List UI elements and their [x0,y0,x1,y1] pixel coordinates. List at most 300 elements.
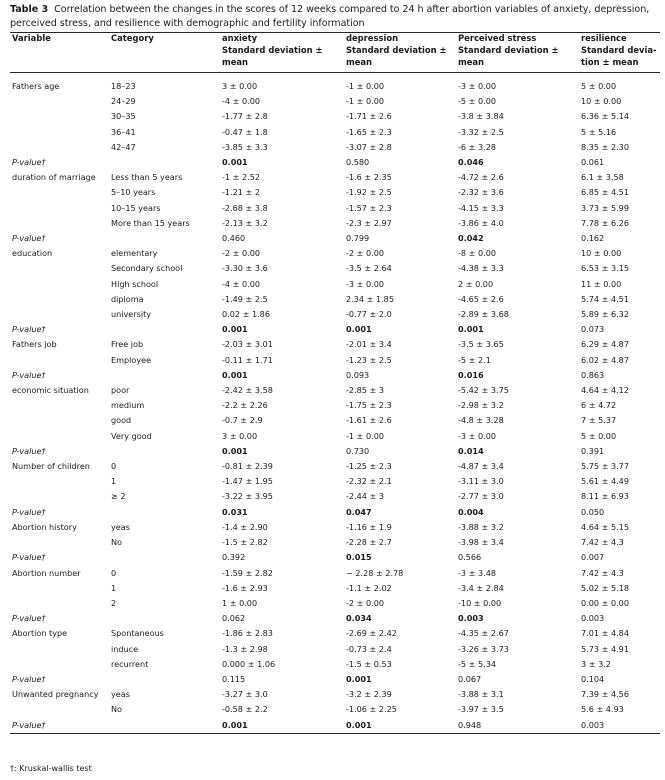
variable-cell [10,261,109,276]
p-value-label: P-value† [12,613,46,624]
resilience-cell: 0.061 [581,157,605,168]
perceived-stress-cell: -5 ± 5.34 [458,658,497,669]
variable-cell [10,353,109,368]
anxiety-cell: -1 ± 2.52 [222,172,261,183]
depression-cell: -3.5 ± 2.64 [346,263,392,274]
resilience-cell: 0.007 [581,552,605,563]
resilience-cell: 5.02 ± 5.18 [581,582,629,593]
variable-cell [10,611,109,626]
table-row [10,246,660,261]
resilience-cell: 8.35 ± 2.30 [581,141,629,152]
variable-cell [10,702,109,717]
depression-cell: -0.77 ± 2.0 [346,309,392,320]
anxiety-cell: -2.42 ± 3.58 [222,385,273,396]
category-cell: Free job [111,339,144,350]
table-row [10,353,660,368]
p-value-row [10,718,660,734]
anxiety-cell: -1.3 ± 2.98 [222,643,268,654]
category-cell: ≥ 2 [111,491,126,502]
resilience-cell: 3 ± 3.2 [581,658,611,669]
anxiety-cell: 0.001 [220,718,344,734]
depression-cell: -1.23 ± 2.5 [346,354,392,365]
category-cell: Very good [111,430,152,441]
depression-cell: 0.034 [346,613,372,624]
perceived-stress-cell: -3 ± 3.48 [458,567,497,578]
perceived-stress-cell: -3.5 ± 3.65 [458,339,504,350]
anxiety-cell: 0.001 [222,157,248,168]
caption-text: Correlation between the changes in the scores of 12 weeks compared to 24 h after abortion variables of anxiety, depression, perceived stress, and resilience with demographic and fertility information [10,4,650,29]
table-header [10,33,660,73]
resilience-cell: 0.863 [581,369,605,380]
variable-cell [10,444,109,459]
perceived-stress-cell: -3.86 ± 4.0 [458,217,504,228]
depression-cell: -3.2 ± 2.39 [346,689,392,700]
variable-cell [10,125,109,140]
table-row [10,170,660,185]
header-depression: depression [344,33,456,46]
category-cell [109,611,220,626]
category-cell: Less than 5 years [111,172,183,183]
anxiety-cell: -1.49 ± 2.5 [222,293,268,304]
resilience-cell: 5 ± 5.16 [581,126,617,137]
table-row [10,702,660,717]
variable-cell [10,277,109,292]
perceived-stress-cell: -6 ± 3.28 [458,141,497,152]
resilience-cell: 7.39 ± 4.56 [581,689,629,700]
perceived-stress-cell: -3.8 ± 3.84 [458,111,504,122]
category-cell: 2 [111,597,117,608]
header-anxiety: anxiety [220,33,344,46]
depression-cell: − 2.28 ± 2.78 [346,567,404,578]
category-cell: induce [111,643,139,654]
category-cell: 36–41 [111,126,136,137]
depression-cell: -3 ± 0.00 [346,278,385,289]
anxiety-cell: 0.062 [222,613,246,624]
depression-cell: -1.16 ± 1.9 [346,521,392,532]
resilience-cell: 7 ± 5.37 [581,415,617,426]
category-cell: university [111,309,152,320]
depression-cell: -2.3 ± 2.97 [346,217,392,228]
perceived-stress-cell: -4.8 ± 3.28 [458,415,504,426]
variable-cell [10,231,109,246]
subheader-variable [10,45,109,73]
variable-cell: Abortion number [12,567,81,578]
perceived-stress-cell: 0.566 [458,552,482,563]
resilience-cell: 7.42 ± 4.3 [581,537,624,548]
resilience-cell: 7.78 ± 6.26 [581,217,629,228]
variable-cell: Abortion type [12,628,68,639]
resilience-cell: 7.01 ± 4.84 [581,628,629,639]
table-row [10,94,660,109]
perceived-stress-cell: -3.11 ± 3.0 [458,476,504,487]
variable-cell [10,368,109,383]
resilience-cell: 6 ± 4.72 [581,400,617,411]
p-value-row [10,505,660,520]
subheader-anxiety: Standard deviation ± mean [220,45,344,73]
resilience-cell: 11 ± 0.00 [581,278,622,289]
category-cell: 24–29 [111,96,136,107]
p-value-row [10,611,660,626]
table-row [10,398,660,413]
category-cell: Secondary school [111,263,183,274]
depression-cell: -2.69 ± 2.42 [346,628,397,639]
anxiety-cell: 3 ± 0.00 [222,81,258,91]
perceived-stress-cell: -4.15 ± 3.3 [458,202,504,213]
category-cell: poor [111,385,130,396]
category-cell: 1 [111,476,117,487]
anxiety-cell: -1.4 ± 2.90 [222,521,268,532]
perceived-stress-cell: 0.042 [458,233,484,244]
variable-cell [10,185,109,200]
depression-cell: -1.25 ± 2.3 [346,461,392,472]
perceived-stress-cell: 0.001 [458,324,484,335]
depression-cell: -1.75 ± 2.3 [346,400,392,411]
variable-cell [10,307,109,322]
perceived-stress-cell: 0.016 [458,369,484,380]
table-row [10,109,660,124]
anxiety-cell: -2.03 ± 3.01 [222,339,273,350]
category-cell: 42–47 [111,141,136,152]
p-value-row [10,322,660,337]
category-cell: recurrent [111,658,149,669]
resilience-cell: 0.00 ± 0.00 [581,597,629,608]
depression-cell: -2.01 ± 3.4 [346,339,392,350]
table-row [10,642,660,657]
resilience-cell: 5.61 ± 4.49 [581,476,629,487]
table-row [10,413,660,428]
table-row [10,216,660,231]
subheader-resilience: Standard devia-tion ± mean [579,45,660,73]
resilience-cell: 8.11 ± 6.93 [581,491,629,502]
resilience-cell: 5.6 ± 4.93 [581,704,624,715]
anxiety-cell: -2.68 ± 3.8 [222,202,268,213]
anxiety-cell: -1.6 ± 2.93 [222,582,268,593]
category-cell: yeas [111,689,130,700]
p-value-label: P-value† [12,719,46,730]
perceived-stress-cell: -3 ± 0.00 [458,430,497,441]
table-body [10,73,660,734]
variable-cell [10,535,109,550]
resilience-cell: 10 ± 0.00 [581,248,622,259]
resilience-cell: 7.42 ± 4.3 [581,567,624,578]
depression-cell: 0.580 [346,157,370,168]
table-row [10,626,660,641]
p-value-label: P-value† [12,369,46,380]
table-row [10,581,660,596]
variable-cell [10,292,109,307]
category-cell: 5–10 years [111,187,156,198]
p-value-label: P-value† [12,552,46,563]
variable-cell [10,474,109,489]
anxiety-cell: 0.000 ± 1.06 [222,658,276,669]
category-cell: 0 [111,567,117,578]
category-cell [109,550,220,565]
resilience-cell: 0.003 [579,718,660,734]
perceived-stress-cell: 0.948 [456,718,579,734]
table-row [10,459,660,474]
table-row [10,596,660,611]
depression-cell: -1.6 ± 2.35 [346,172,392,183]
variable-cell [10,550,109,565]
anxiety-cell: -0.11 ± 1.71 [222,354,273,365]
variable-cell [10,657,109,672]
variable-cell [10,413,109,428]
anxiety-cell: -0.47 ± 1.8 [222,126,268,137]
depression-cell: -2.28 ± 2.7 [346,537,392,548]
category-cell [109,718,220,734]
anxiety-cell: -1.77 ± 2.8 [222,111,268,122]
variable-cell: economic situation [12,385,89,396]
p-value-row [10,444,660,459]
variable-cell [10,505,109,520]
anxiety-cell: 0.392 [222,552,246,563]
header-variable: Variable [10,33,109,46]
resilience-cell: 3.73 ± 5.99 [581,202,629,213]
resilience-cell: 0.391 [581,445,605,456]
variable-cell [10,429,109,444]
anxiety-cell: -2 ± 0.00 [222,248,261,259]
resilience-cell: 5.75 ± 3.77 [581,461,629,472]
p-value-row [10,155,660,170]
variable-cell [10,216,109,231]
anxiety-cell: -1.5 ± 2.82 [222,537,268,548]
depression-cell: -1 ± 0.00 [346,96,385,107]
resilience-cell: 0.003 [581,613,605,624]
perceived-stress-cell: 2 ± 0.00 [458,278,494,289]
category-cell [109,231,220,246]
depression-cell: -1.65 ± 2.3 [346,126,392,137]
table-row [10,657,660,672]
header-perceived-stress: Perceived stress [456,33,579,46]
p-value-label: P-value† [12,324,46,335]
table-caption [10,3,660,30]
category-cell: yeas [111,521,130,532]
perceived-stress-cell: -8 ± 0.00 [458,248,497,259]
variable-cell [10,718,109,734]
depression-cell: -1.61 ± 2.6 [346,415,392,426]
anxiety-cell: -1.59 ± 2.82 [222,567,273,578]
depression-cell: -1.92 ± 2.5 [346,187,392,198]
resilience-cell: 6.29 ± 4.87 [581,339,629,350]
p-value-row [10,550,660,565]
perceived-stress-cell: -3.26 ± 3.73 [458,643,509,654]
variable-cell: Abortion history [12,521,77,532]
category-cell: 30–35 [111,111,136,122]
table-row [10,687,660,702]
perceived-stress-cell: -3.32 ± 2.5 [458,126,504,137]
category-cell: Spontaneous [111,628,164,639]
variable-cell: Fathers age [12,81,60,91]
resilience-cell: 5.73 ± 4.91 [581,643,629,654]
table-row [10,73,660,95]
variable-cell [10,201,109,216]
category-cell [109,444,220,459]
resilience-cell: 4.64 ± 5.15 [581,521,629,532]
table-row [10,383,660,398]
category-cell [109,322,220,337]
p-value-row [10,672,660,687]
anxiety-cell: 0.115 [222,673,246,684]
variable-cell [10,140,109,155]
anxiety-cell: -1.86 ± 2.83 [222,628,273,639]
category-cell: 1 [111,582,117,593]
variable-cell [10,642,109,657]
perceived-stress-cell: -2.77 ± 3.0 [458,491,504,502]
category-cell: No [111,704,123,715]
variable-cell: Number of children [12,461,90,472]
anxiety-cell: -4 ± 0.00 [222,96,261,107]
depression-cell: -1.1 ± 2.02 [346,582,392,593]
category-cell: medium [111,400,145,411]
perceived-stress-cell: -4.87 ± 3.4 [458,461,504,472]
perceived-stress-cell: -3 ± 0.00 [458,81,497,91]
depression-cell: 2.34 ± 1.85 [346,293,394,304]
depression-cell: -1 ± 0.00 [346,430,385,441]
subheader-depression: Standard deviation ± mean [344,45,456,73]
depression-cell: -3.07 ± 2.8 [346,141,392,152]
perceived-stress-cell: -2.89 ± 3.68 [458,309,509,320]
depression-cell: -1.57 ± 2.3 [346,202,392,213]
variable-cell [10,155,109,170]
anxiety-cell: 0.031 [222,506,248,517]
depression-cell: -2 ± 0.00 [346,248,385,259]
perceived-stress-cell: -2.32 ± 3.6 [458,187,504,198]
table-row [10,566,660,581]
table-row [10,307,660,322]
subheader-perceived-stress: Standard deviation ± mean [456,45,579,73]
category-cell [109,368,220,383]
header-resilience: resilience [579,33,660,46]
variable-cell: Fathers job [12,339,57,350]
perceived-stress-cell: 0.067 [458,673,482,684]
p-value-label: P-value† [12,233,46,244]
category-cell: No [111,537,123,548]
perceived-stress-cell: -4.35 ± 2.67 [458,628,509,639]
category-cell: 18–23 [111,81,136,91]
resilience-cell: 10 ± 0.00 [581,96,622,107]
header-category: Category [109,33,220,46]
resilience-cell: 0.073 [581,324,605,335]
anxiety-cell: -1.47 ± 1.95 [222,476,273,487]
depression-cell: -2.44 ± 3 [346,491,385,502]
anxiety-cell: 0.460 [222,233,246,244]
category-cell [109,505,220,520]
depression-cell: -1.06 ± 2.25 [346,704,397,715]
anxiety-cell: -2.13 ± 3.2 [222,217,268,228]
category-cell: High school [111,278,159,289]
variable-cell [10,581,109,596]
table-row [10,277,660,292]
resilience-cell: 0.104 [581,673,605,684]
depression-cell: -2.85 ± 3 [346,385,385,396]
resilience-cell: 5 ± 0.00 [581,81,617,91]
depression-cell: 0.093 [346,369,370,380]
category-cell: 10–15 years [111,202,161,213]
variable-cell [10,398,109,413]
anxiety-cell: 3 ± 0.00 [222,430,258,441]
perceived-stress-cell: -2.98 ± 3.2 [458,400,504,411]
table-row [10,489,660,504]
category-cell: More than 15 years [111,217,190,228]
depression-cell: -1.5 ± 0.53 [346,658,392,669]
anxiety-cell: 0.001 [222,445,248,456]
perceived-stress-cell: 0.046 [458,157,484,168]
category-cell [109,155,220,170]
variable-cell: Unwanted pregnancy [12,689,99,700]
resilience-cell: 6.02 ± 4.87 [581,354,629,365]
variable-cell [10,672,109,687]
resilience-cell: 0.162 [581,233,605,244]
anxiety-cell: -0.7 ± 2.9 [222,415,263,426]
p-value-label: P-value† [12,445,46,456]
resilience-cell: 0.050 [581,506,605,517]
category-cell: Employee [111,354,152,365]
perceived-stress-cell: -5 ± 2.1 [458,354,491,365]
p-value-label: P-value† [12,157,46,168]
p-value-row [10,231,660,246]
table-row [10,535,660,550]
anxiety-cell: -1.21 ± 2 [222,187,261,198]
resilience-cell: 5.89 ± 6.32 [581,309,629,320]
resilience-cell: 6.1 ± 3.58 [581,172,624,183]
perceived-stress-cell: -3.88 ± 3.2 [458,521,504,532]
anxiety-cell: -0.58 ± 2.2 [222,704,268,715]
table-row [10,337,660,352]
depression-cell: -2.32 ± 2.1 [346,476,392,487]
category-cell: good [111,415,132,426]
table-row [10,125,660,140]
anxiety-cell: -3.85 ± 3.3 [222,141,268,152]
perceived-stress-cell: -3.4 ± 2.84 [458,582,504,593]
perceived-stress-cell: -3.97 ± 3.5 [458,704,504,715]
table-row [10,429,660,444]
resilience-cell: 5 ± 0.00 [581,430,617,441]
variable-cell [10,322,109,337]
resilience-cell: 6.53 ± 3.15 [581,263,629,274]
table-row [10,292,660,307]
variable-cell [10,596,109,611]
perceived-stress-cell: 0.004 [458,506,484,517]
resilience-cell: 6.36 ± 5.14 [581,111,629,122]
variable-cell [10,109,109,124]
perceived-stress-cell: 0.014 [458,445,484,456]
table-row [10,520,660,535]
perceived-stress-cell: -4.38 ± 3.3 [458,263,504,274]
table-row [10,474,660,489]
anxiety-cell: -0.81 ± 2.39 [222,461,273,472]
perceived-stress-cell: -5.42 ± 3.75 [458,385,509,396]
anxiety-cell: 0.001 [222,369,248,380]
depression-cell: -2 ± 0.00 [346,597,385,608]
table-row [10,261,660,276]
depression-cell: 0.001 [344,718,456,734]
perceived-stress-cell: 0.003 [458,613,484,624]
depression-cell: -0.73 ± 2.4 [346,643,392,654]
perceived-stress-cell: -4.65 ± 2.6 [458,293,504,304]
depression-cell: 0.047 [346,506,372,517]
depression-cell: 0.799 [346,233,370,244]
category-cell [109,672,220,687]
depression-cell: 0.730 [346,445,370,456]
perceived-stress-cell: -3.98 ± 3.4 [458,537,504,548]
anxiety-cell: 0.001 [222,324,248,335]
anxiety-cell: 1 ± 0.00 [222,597,258,608]
variable-cell [10,489,109,504]
table-row [10,201,660,216]
category-cell: 0 [111,461,117,472]
table-row [10,185,660,200]
variable-cell [10,94,109,109]
